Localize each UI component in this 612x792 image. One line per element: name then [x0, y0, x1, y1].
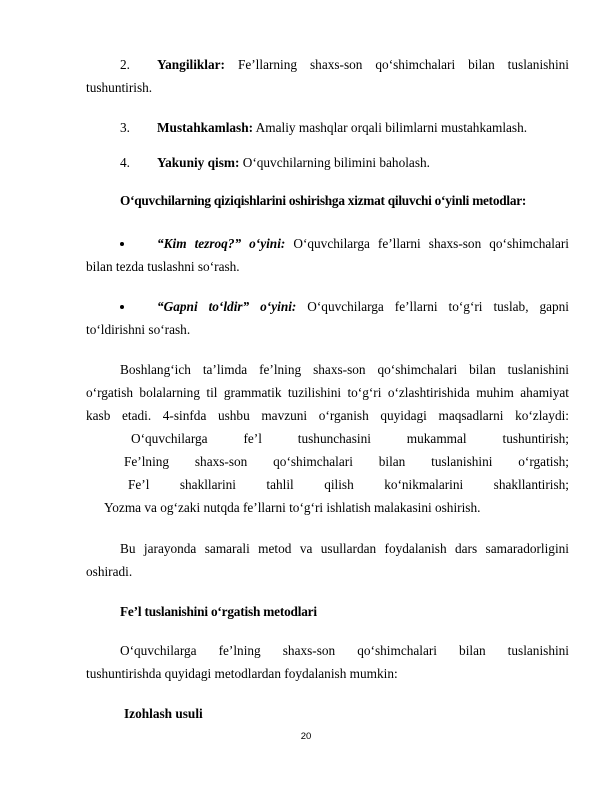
- list-item-term: Yangiliklar:: [157, 57, 225, 72]
- list-item-yangiliklar: [157, 57, 569, 73]
- section-heading: Fe’l tuslanishini o‘rgatish metodlari: [120, 604, 317, 619]
- methods-heading: O‘quvchilarning qiziqishlarini oshirishga xizmat qiluvchi o‘yinli metodlar:: [120, 193, 527, 208]
- list-item-mustahkamlash: [157, 120, 527, 136]
- bullet-text: O‘quvchilarga fe’llarni shaxs-son qo‘shimchalari: [285, 236, 569, 251]
- paragraph-line: O‘quvchilarga fe’lning shaxs-son qo‘shimchalari bilan tuslanishini: [120, 643, 569, 658]
- paragraph-line: Bu jarayonda samarali metod va usullardan foydalanish dars samaradorligini: [120, 541, 569, 556]
- paragraph-line: Boshlang‘ich ta’limda fe’lning shaxs-son qo‘shimchalari bilan tuslanishini: [120, 362, 569, 377]
- bullet-term: “Kim tezroq?” o‘yini:: [157, 236, 286, 251]
- goal-line: Yozma va og‘zaki nutqda fe’llarni to‘g‘ri ishlatish malakasini oshirish.: [104, 500, 481, 515]
- list-item-text: O‘quvchilarning bilimini baholash.: [239, 155, 430, 170]
- goal-line: O‘quvchilarga fe’l tushunchasini mukammal tushuntirish;: [131, 431, 569, 446]
- bullet-gapni-toldir: [157, 299, 569, 315]
- list-item-term: Yakuniy qism:: [157, 155, 240, 170]
- bullet-kim-tezroq: [157, 236, 569, 252]
- bullet-text-cont: bilan tezda tuslashni so‘rash.: [86, 259, 240, 274]
- bullet-icon: [120, 305, 124, 309]
- bullet-text-cont: to‘ldirishni so‘rash.: [86, 322, 191, 337]
- paragraph-line: o‘rgatish bolalarning til grammatik tuzilishini to‘g‘ri o‘zlashtirishida muhim ahamiyat: [86, 385, 569, 400]
- goal-line: Fe’l shakllarini tahlil qilish ko‘nikmalarini shakllantirish;: [128, 477, 569, 492]
- page-number: 20: [300, 731, 312, 742]
- paragraph-line: kasb etadi. 4-sinfda ushbu mavzuni o‘rganish quyidagi maqsadlarni ko‘zlaydi:: [86, 408, 569, 423]
- subheading: Izohlash usuli: [124, 706, 203, 721]
- list-item-yakuniy: [157, 155, 430, 171]
- bullet-term: “Gapni to‘ldir” o‘yini:: [157, 299, 297, 314]
- goal-line: Fe’lning shaxs-son qo‘shimchalari bilan tuslanishini o‘rgatish;: [124, 454, 569, 469]
- list-item-number: 2.: [120, 57, 130, 72]
- list-item-term: Mustahkamlash:: [157, 120, 254, 135]
- list-item-text: Amaliy mashqlar orqali bilimlarni mustahkamlash.: [253, 120, 528, 135]
- paragraph-line: tushuntirishda quyidagi metodlardan foydalanish mumkin:: [86, 666, 398, 681]
- bullet-icon: [120, 242, 124, 246]
- list-item-number: 4.: [120, 155, 130, 170]
- paragraph-line: oshiradi.: [86, 564, 133, 579]
- list-item-number: 3.: [120, 120, 130, 135]
- bullet-text: O‘quvchilarga fe’llarni to‘g‘ri tuslab, gapni: [296, 299, 570, 314]
- list-item-text: Fe’llarning shaxs-son qo‘shimchalari bilan tuslanishini: [224, 57, 569, 72]
- list-item-text-cont: tushuntirish.: [86, 80, 153, 95]
